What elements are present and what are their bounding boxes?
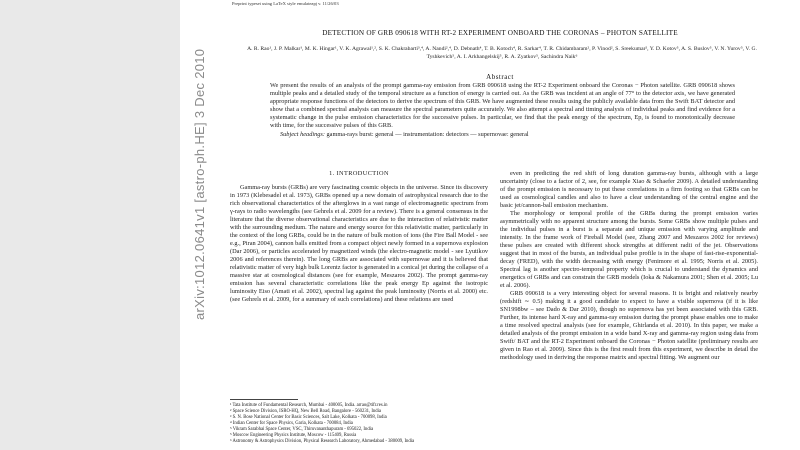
subject-headings-text: gamma-rays burst: general — instrumentation: detectors — supernovae: general (326, 130, 529, 138)
intro-paragraph-4: GRB 090618 is a very interesting object for several reasons. It is bright and relatively nearby (redshift ∼ 0.5) making it a good candidate to expect to have a visible supernova (if it is like SN1998bw – see Dado & Dar 2010), though no supernova has yet been associated with this GRB. Further, its intense hard X-ray and gamma-ray emission during the prompt phase enables one to make a time resolved spectral analysis (see for example, Ghirlanda et al. 2010). In this paper, we make a detailed analysis of the prompt emission in a wide band X-ray and gamma-ray region using data from Swift/ BAT and the RT-2 Experiment onboard the Coronas − Photon satellite (preliminary results are given in Rao et al. 2009). Since this is the first result from this experiment, we describe in detail the methodology used in deriving the response matrix and spectral fitting. We augment our (500, 290, 758, 361)
footnote: ⁶ Astronomy & Astrophysics Division, Physical Research Laboratory, Ahmedabad - 380009, India (230, 439, 415, 444)
footnote: ² Space Science Division, ISRO-HQ, New Bell Road, Bangalore - 560231, India (230, 409, 381, 414)
intro-paragraph-2: even in predicting the red shift of long duration gamma-ray bursts, although with a large uncertainty (close to a factor of 2, see, for example Xiao & Schaefer 2009). A detailed understanding of the prompt emission is necessary to put these correlations in a firm footing so that GRBs can be used as cosmological candles and also to have a clear understanding of the central engine and the basic jet/cannon-ball emission mechanism. (500, 170, 758, 209)
footnote-rule (230, 399, 298, 400)
footnote: ¹ Tata Institute of Fundamental Research, Mumbai - 400005, India. arrao@tifr.res.in (230, 403, 388, 408)
preprint-header: Preprint typeset using LaTeX style emulateapj v. 11/26/03 (232, 1, 339, 6)
right-column (500, 170, 758, 362)
subject-headings-label: Subject headings: (280, 130, 325, 138)
left-column (230, 170, 488, 304)
abstract-body (270, 82, 735, 139)
arxiv-identifier[interactable]: arXiv:1012.0641v1 [astro-ph.HE] 3 Dec 2010 (192, 48, 207, 320)
footnote: ⁵ Vikram Sarabhai Space Center, VSC, Thiruvananthapuram - 695022, India (230, 427, 374, 432)
intro-paragraph-1: Gamma-ray bursts (GRBs) are very fascinating cosmic objects in the universe. Since its discovery in 1973 (Klebesadel et al. 1973), GRBs opened up a new domain of astrophysical research due to the rich observational characteristics of the afterglows in a vast range of electromagnetic spectrum from γ-rays to radio wavelengths (see Gehrels et al. 2009 for a review). There is a general consensus in the literature that the diverse observational characteristics are due to the interaction of relativistic matter with the surrounding medium. The nature and energy source for this relativistic matter, particularly in the context of the long GRBs, could be in the nature of bulk motion of ions (the Fire Ball Model - see e.g., Piran 2004), cannon balls emitted from a compact object newly formed in a supernova explosion (Dar 2006), or particles accelerated by magnetized winds (the electro-magnetic model - see Lyutikov 2006 and references therein). The long GRBs are associated with supernovae and it is believed that relativistic matter of very high bulk Lorentz factor is generated in a conical jet during the collapse of a massive star at cosmological distances (see for example, Meszaros 2002). The prompt gamma-ray emission has several characteristic correlations like the peak energy Ep against the isotropic luminosity Eiso (Amati et al. 2002), spectral lag against the peak luminosity (Norris et al. 2000) etc. (see Gehrels et al. 2009, for a summary of such correlations) and these relations are used (230, 184, 488, 303)
footnote: ⁵ Moscow Engineering Physics Institute, Moscow - 115409, Russia (230, 433, 357, 438)
author-list: A. R. Rao¹, J. P. Malkar¹, M. K. Hingar¹, V. K. Agrawal¹,², S. K. Chakrabarti³,⁴, A. Nandi²,⁴, D. Debnath⁴, T. B. Kotoch⁴, R. Sarkar⁴, T. R. Chidambaram², P. Vinod², S. Sreekumar², Y. D. Kotov⁵, A. S. Buslov⁵, V. N. Yurov⁵, V. G. Tyshkevich⁵, A. I. Arkhangelskij⁵, R. A. Zyatkov⁵, Sachindra Naik⁶ (247, 46, 757, 60)
subject-headings (270, 131, 735, 139)
abstract-text: We present the results of an analysis of the prompt gamma-ray emission from GRB 090618 using the RT-2 Experiment onboard the Coronas − Photon satellite. GRB 090618 shows multiple peaks and a detailed study of the temporal structure as a function of energy is carried out. As the GRB was incident at an angle of 77° to the detector axis, we have generated appropriate response functions of the detectors to derive the spectrum of this GRB. We have augmented these results using the publicly available data from the Swift BAT detector and show that a combined spectral analysis can measure the spectral parameters quite accurately. We also attempt a spectral and timing analysis of individual peaks and find evidence for a systematic change in the pulse emission characteristics for the successive pulses. In particular, we find that the peak energy of the spectrum, Ep, is found to monotonically decrease with time, for the successive pulses of this GRB. (270, 82, 735, 130)
paper-page (180, 0, 800, 450)
footnotes (230, 399, 488, 445)
section-heading-introduction: 1. INTRODUCTION (329, 170, 389, 177)
intro-paragraph-3: The morphology or temporal profile of the GRBs during the prompt emission varies asymmetrically with no apparent structure among the bursts. Some GRBs show multiple pulses and the individual pulses in a burst is a separate and unique emission with varying amplitude and intensity. In the frame work of Fireball Model (see, Zhang 2007 and Meszaros 2002 for reviews) these pulses are created with different shock strengths at different radii of the jet. Observations suggest that in most of the bursts, an individual pulse profile is in the shape of fast-rise-exponential-decay (FRED), with the width decreasing with energy (Fenimore et al. 1995; Norris et al. 2005). Spectral lag is another spectro-temporal property which is crucial to understand the dynamics and energetics of GRBs and can constrain the GRB models (Ioka & Nakamura 2001; Shen et al. 2005; Lu et al. 2006). (500, 210, 758, 289)
paper-title: DETECTION OF GRB 090618 WITH RT-2 EXPERIMENT ONBOARD THE CORONAS – PHOTON SATELLITE (322, 29, 678, 37)
footnote: ³ S. N. Bose National Center for Basic Sciences, Salt Lake, Kolkata - 700098, India (230, 415, 387, 420)
abstract-heading: Abstract (486, 73, 514, 81)
footnote: ⁴ Indian Center for Space Physics, Garia, Kolkata - 700084, India (230, 421, 353, 426)
